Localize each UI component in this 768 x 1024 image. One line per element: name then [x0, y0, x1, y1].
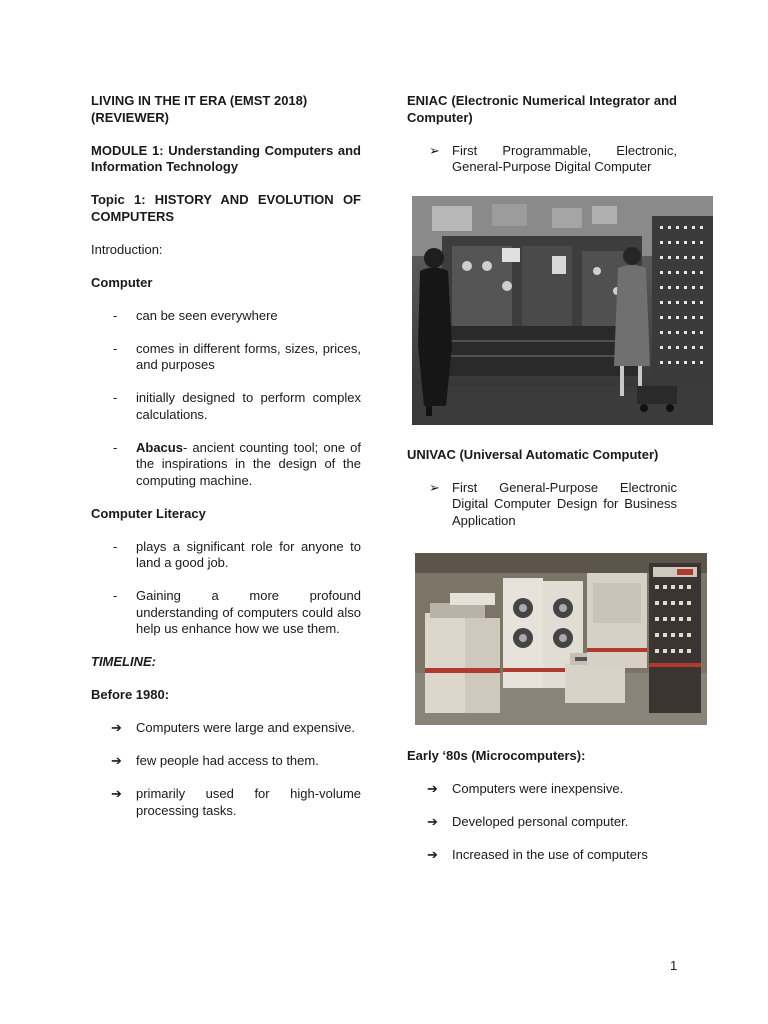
microcomputers-list: [407, 781, 677, 864]
before-1980-list: [91, 720, 361, 819]
eniac-list: [407, 143, 677, 176]
list-item: ➔ Computers were inexpensive.: [427, 781, 624, 796]
intro-label: Introduction:: [91, 241, 163, 257]
right-column: [407, 93, 677, 880]
list-item: - can be seen everywhere: [113, 307, 278, 323]
dash-marker: -: [113, 390, 118, 405]
list-item: - Gaining a more profound understanding of computers could also help us enhance how we use them.: [113, 588, 361, 636]
eniac-heading: ENIAC (Electronic Numerical Integrator and Computer): [407, 93, 677, 125]
list-item: ➢ First General-Purpose Electronic Digital Computer Design for Business Application: [429, 479, 677, 528]
arrow-marker: ➔: [111, 753, 122, 768]
literacy-list: [91, 539, 361, 638]
dash-marker: -: [113, 439, 118, 455]
arrow-marker: ➔: [111, 786, 122, 801]
literacy-heading: Computer Literacy: [91, 505, 206, 521]
dash-marker: -: [113, 307, 118, 323]
dash-marker: -: [113, 340, 118, 356]
dash-marker: -: [113, 538, 118, 554]
arrow-marker: ➔: [427, 781, 438, 796]
univac-list: [407, 480, 677, 530]
list-item: - plays a significant role for anyone to land a good job.: [113, 538, 361, 570]
list-item: - initially designed to perform complex calculations.: [113, 390, 361, 422]
eniac-photo: [412, 196, 713, 425]
list-item: ➔ Computers were large and expensive.: [111, 720, 355, 735]
list-item: ➔ Increased in the use of computers: [427, 847, 648, 862]
dash-marker: -: [113, 588, 118, 603]
computer-heading: Computer: [91, 274, 153, 290]
list-item: - comes in different forms, sizes, prices, and purposes: [113, 340, 361, 372]
list-item: ➔ Developed personal computer.: [427, 814, 629, 829]
list-item-abacus: - Abacus- ancient counting tool; one of the inspirations in the design of the computing machine.: [113, 439, 361, 488]
topic-heading: Topic 1: HISTORY AND EVOLUTION OF COMPUTERS: [91, 192, 361, 224]
univac-heading: UNIVAC (Universal Automatic Computer): [407, 446, 659, 462]
list-item: ➢ First Programmable, Electronic, General-Purpose Digital Computer: [429, 142, 677, 174]
triangle-marker: ➢: [429, 479, 440, 495]
list-item: ➔ primarily used for high-volume processing tasks.: [111, 786, 361, 818]
page-number: 1: [670, 958, 678, 973]
abacus-term: Abacus: [136, 439, 183, 455]
computer-list: [91, 308, 361, 490]
document-title: LIVING IN THE IT ERA (EMST 2018) (REVIEWER): [91, 93, 308, 125]
module-heading: MODULE 1: Understanding Computers and Information Technology: [91, 142, 361, 174]
triangle-marker: ➢: [429, 142, 440, 158]
left-column: [91, 93, 361, 836]
univac-photo: [415, 553, 707, 725]
microcomputers-heading: Early ‘80s (Microcomputers):: [407, 748, 586, 763]
before-1980-heading: Before 1980:: [91, 687, 170, 702]
arrow-marker: ➔: [427, 814, 438, 829]
list-item: ➔ few people had access to them.: [111, 753, 319, 768]
timeline-heading: TIMELINE:: [91, 654, 156, 669]
arrow-marker: ➔: [111, 720, 122, 735]
arrow-marker: ➔: [427, 847, 438, 862]
